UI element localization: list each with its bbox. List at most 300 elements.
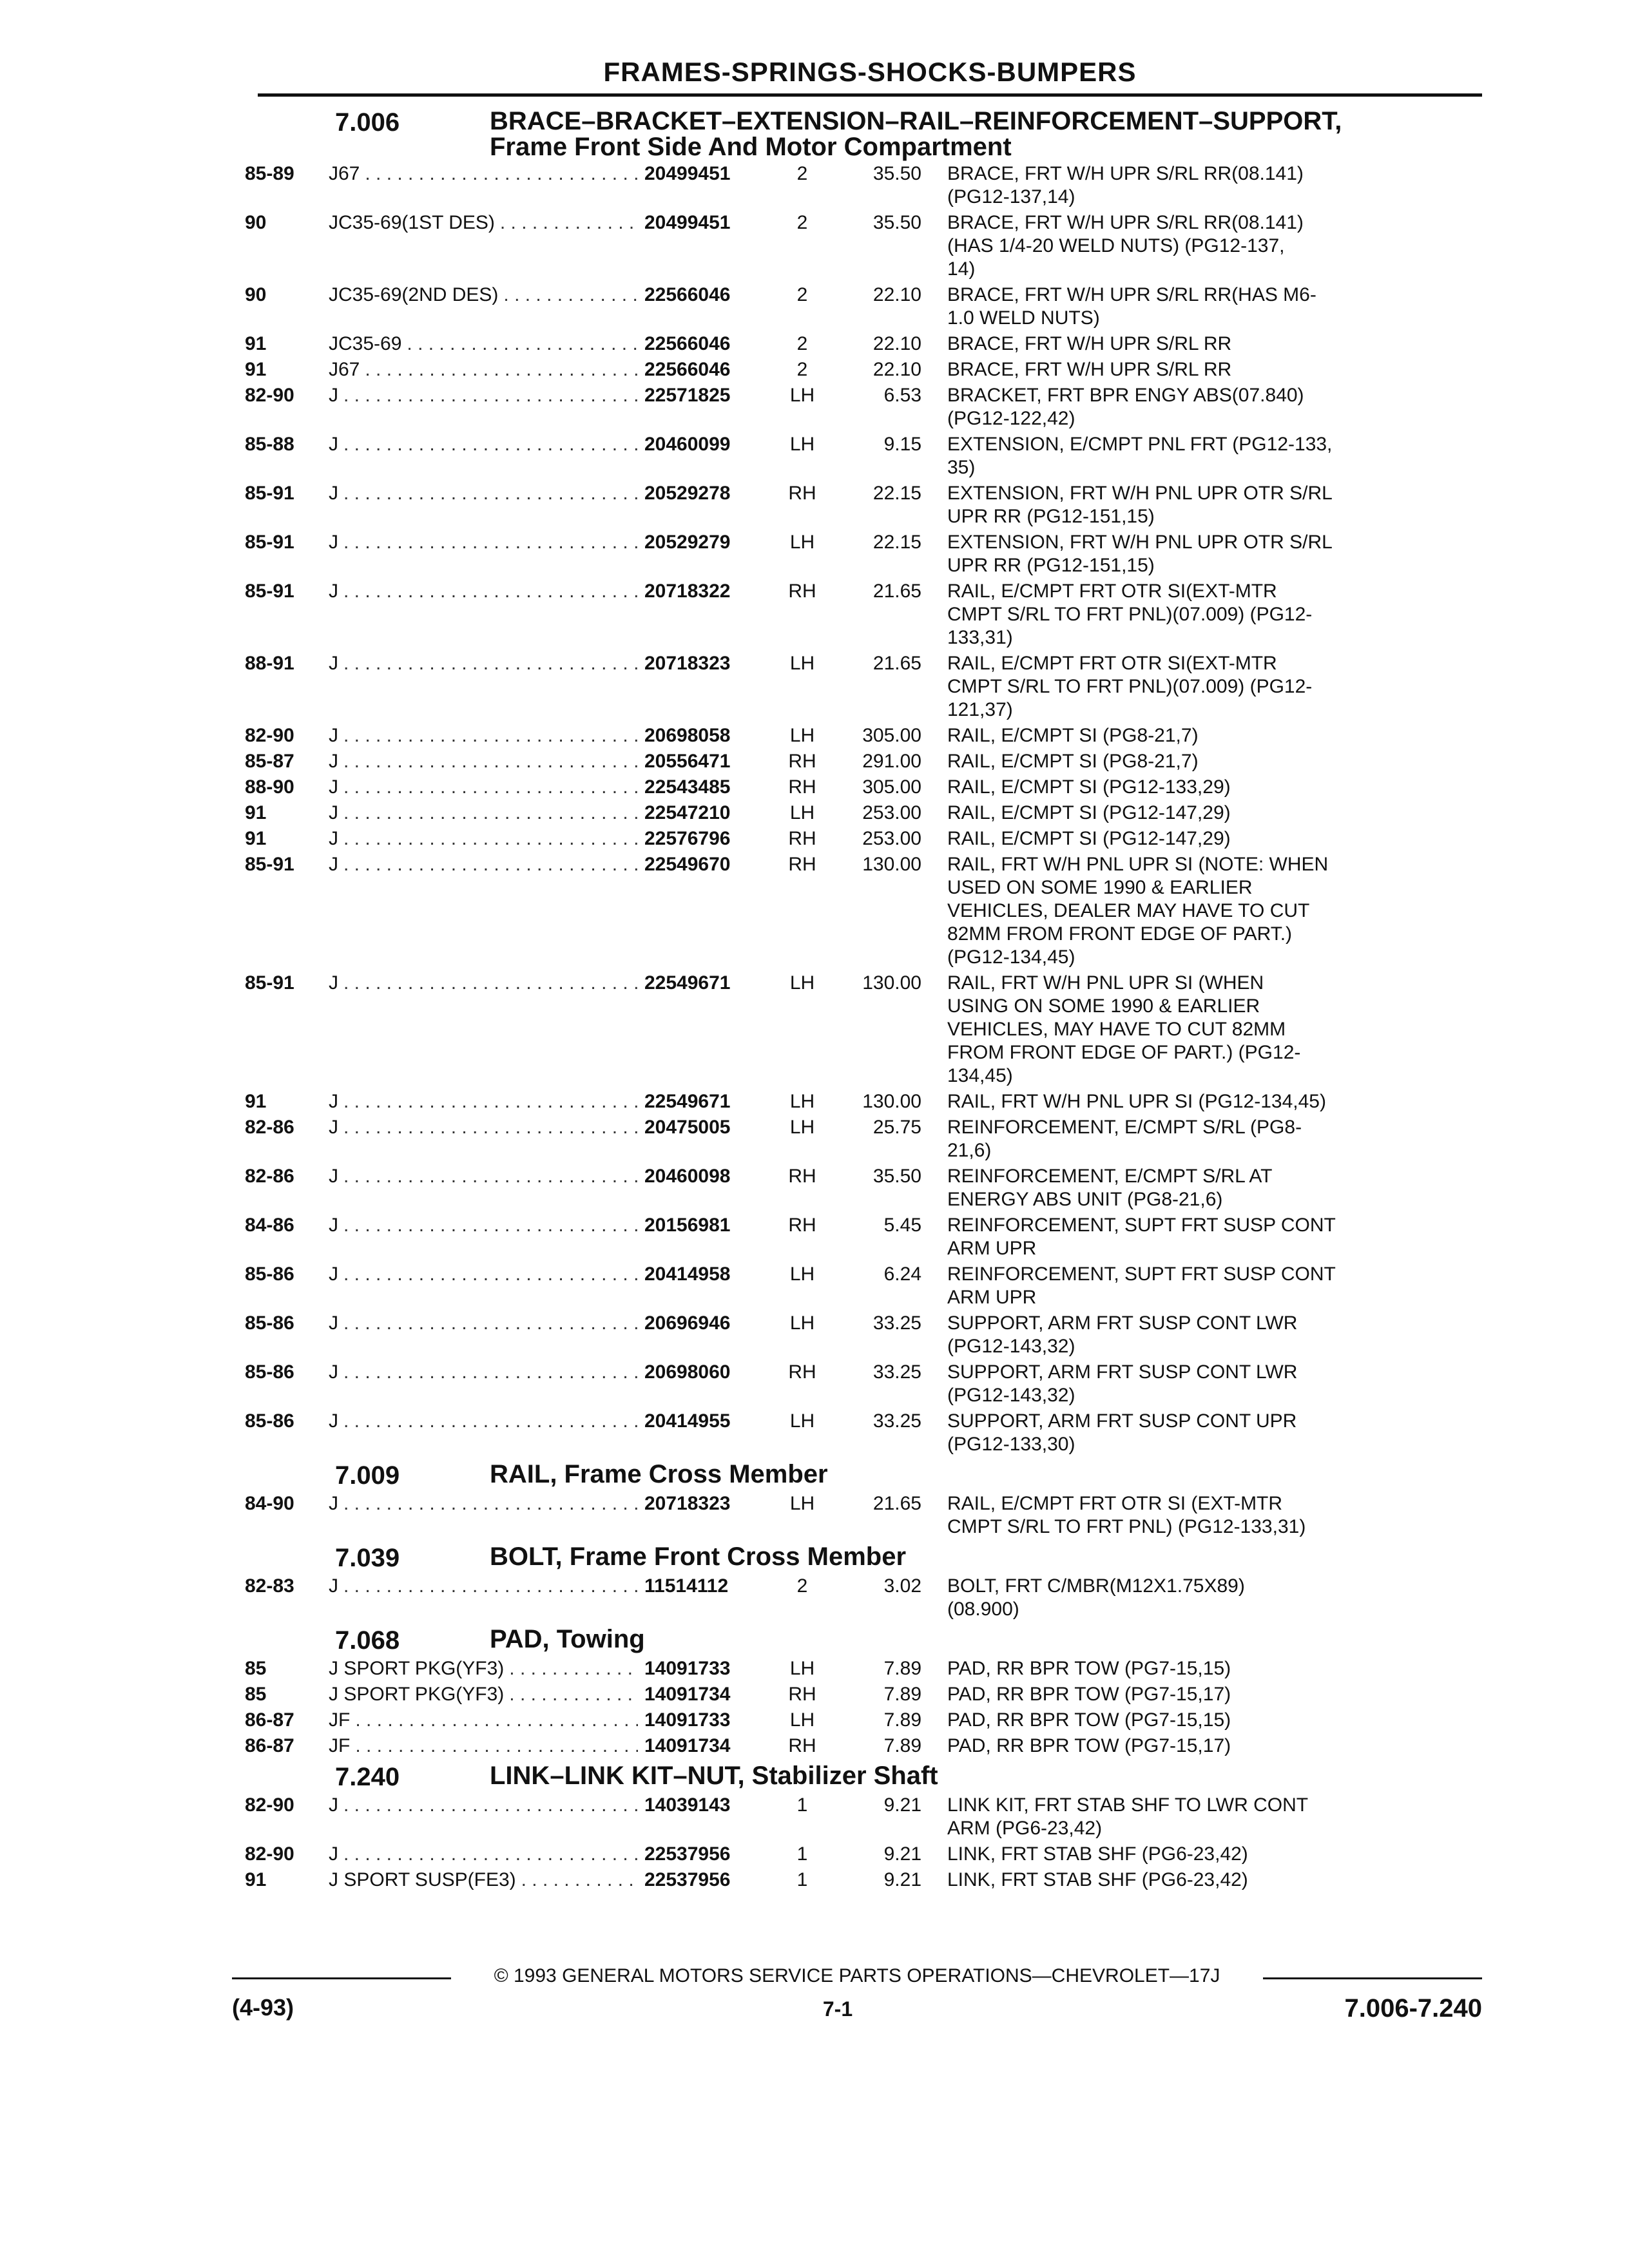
part-row [245,802,1482,825]
part-description: RAIL, E/CMPT SI (PG12-147,29) [947,828,1231,849]
model-code: J [329,1794,338,1816]
part-row [245,1843,1482,1866]
quantity: 1 [796,1869,808,1890]
footer-rule-left [232,1977,451,1979]
quantity: RH [788,776,816,798]
model-cell [329,580,638,603]
price: 35.50 [872,212,921,233]
part-description: RAIL, E/CMPT SI (PG8-21,7) [947,751,1199,772]
part-number: 20698060 [644,1361,731,1383]
part-row [245,827,1482,850]
model-years: 82-90 [245,385,294,406]
model-code: J [329,434,338,455]
section-title: LINK–LINK KIT–NUT, Stabilizer Shaft [490,1762,938,1790]
part-description: BRACE, FRT W/H UPR S/RL RR(08.141) (PG12-137,14) [947,163,1304,207]
part-row [245,853,1482,969]
section-title: RAIL, Frame Cross Member [490,1460,828,1488]
dot-leader [343,827,638,850]
quantity: LH [789,434,815,455]
part-description: RAIL, E/CMPT FRT OTR SI(EXT-MTR CMPT S/RL TO FRT PNL)(07.009) (PG12- 121,37) [947,653,1313,720]
part-description: LINK, FRT STAB SHF (PG6-23,42) [947,1843,1248,1865]
part-row [245,1214,1482,1260]
dot-leader [365,358,638,381]
price: 21.65 [872,1493,921,1514]
quantity: LH [789,972,815,994]
model-code: J SPORT PKG(YF3) [329,1658,505,1679]
model-years: 91 [245,828,267,849]
part-row [245,972,1482,1088]
model-years: 85-86 [245,1361,294,1383]
price: 22.10 [872,359,921,380]
model-code: J [329,1843,338,1865]
part-row [245,284,1482,330]
model-code: J SPORT SUSP(FE3) [329,1869,516,1890]
quantity: RH [788,483,816,504]
model-years: 85 [245,1684,267,1705]
part-number: 20696946 [644,1312,731,1334]
part-description: SUPPORT, ARM FRT SUSP CONT LWR (PG12-143,32) [947,1312,1298,1357]
part-number: 20156981 [644,1215,731,1236]
price: 22.10 [872,333,921,354]
part-number: 20529279 [644,532,731,553]
model-cell [329,1116,638,1139]
dot-leader [343,433,638,456]
model-code: JF [329,1735,351,1756]
part-number: 14091733 [644,1709,731,1731]
quantity: LH [789,1709,815,1731]
part-row [245,1709,1482,1732]
part-number: 20698058 [644,725,731,746]
section-number: 7.240 [335,1763,400,1791]
model-code: J [329,1215,338,1236]
part-description: PAD, RR BPR TOW (PG7-15,15) [947,1658,1231,1679]
dot-leader [343,580,638,603]
model-cell [329,162,638,186]
price: 9.21 [883,1794,921,1816]
model-code: J [329,828,338,849]
part-description: BOLT, FRT C/MBR(M12X1.75X89) (08.900) [947,1575,1245,1620]
part-number: 22576796 [644,828,731,849]
model-cell [329,1843,638,1866]
part-description: RAIL, FRT W/H PNL UPR SI (PG12-134,45) [947,1091,1326,1112]
part-number: 22566046 [644,333,731,354]
part-number: 20718323 [644,1493,731,1514]
part-number: 20718322 [644,581,731,602]
model-cell [329,358,638,381]
dot-leader [521,1869,638,1892]
model-years: 85-91 [245,483,294,504]
part-number: 22549670 [644,854,731,875]
price: 253.00 [862,828,921,849]
section-number: 7.006 [335,108,400,137]
part-number: 20475005 [644,1117,731,1138]
part-description: EXTENSION, FRT W/H PNL UPR OTR S/RL UPR RR (PG12-151,15) [947,483,1333,527]
part-row [245,384,1482,430]
dot-leader [343,384,638,407]
section-number: 7.009 [335,1461,400,1490]
quantity: RH [788,751,816,772]
part-number: 20718323 [644,653,731,674]
model-cell [329,652,638,675]
model-cell [329,853,638,876]
model-code: J [329,854,338,875]
dot-leader [343,750,638,773]
part-number: 22543485 [644,776,731,798]
model-cell [329,1794,638,1817]
dot-leader [343,531,638,554]
footer-copyright: © 1993 GENERAL MOTORS SERVICE PARTS OPERATIONS—CHEVROLET—17J [494,1965,1220,1986]
model-code: J [329,751,338,772]
dot-leader [343,1410,638,1433]
model-years: 86-87 [245,1735,294,1756]
model-years: 85-89 [245,163,294,184]
part-description: BRACE, FRT W/H UPR S/RL RR(HAS M6- 1.0 WELD NUTS) [947,284,1316,329]
quantity: 2 [796,284,808,305]
dot-leader [343,724,638,747]
part-description: RAIL, E/CMPT FRT OTR SI(EXT-MTR CMPT S/RL TO FRT PNL)(07.009) (PG12- 133,31) [947,581,1313,648]
model-cell [329,1575,638,1598]
price: 305.00 [862,725,921,746]
dot-leader [355,1735,638,1758]
dot-leader [343,776,638,799]
model-years: 84-86 [245,1215,294,1236]
part-row [245,1492,1482,1539]
part-number: 22566046 [644,359,731,380]
part-description: SUPPORT, ARM FRT SUSP CONT LWR (PG12-143,32) [947,1361,1298,1406]
quantity: LH [789,802,815,823]
model-code: J [329,1091,338,1112]
quantity: LH [789,1658,815,1679]
dot-leader [407,332,638,356]
quantity: LH [789,385,815,406]
model-cell [329,1709,638,1732]
quantity: RH [788,1361,816,1383]
section-header [245,1461,1482,1490]
part-row [245,1263,1482,1309]
dot-leader [343,1263,638,1286]
part-number: 22549671 [644,972,731,994]
quantity: 2 [796,163,808,184]
price: 22.15 [872,483,921,504]
price: 9.21 [883,1869,921,1890]
part-description: RAIL, E/CMPT SI (PG12-147,29) [947,802,1231,823]
model-cell [329,1410,638,1433]
model-years: 85-86 [245,1264,294,1285]
price: 33.25 [872,1361,921,1383]
part-description: BRACE, FRT W/H UPR S/RL RR [947,333,1232,354]
quantity: LH [789,1410,815,1432]
model-code: JC35-69 [329,333,402,354]
part-row [245,580,1482,649]
section-number: 7.068 [335,1626,400,1655]
model-code: J [329,1493,338,1514]
quantity: 1 [796,1794,808,1816]
model-years: 82-90 [245,725,294,746]
model-code: J67 [329,359,360,380]
part-row [245,750,1482,773]
part-number: 20460098 [644,1166,731,1187]
quantity: LH [789,1264,815,1285]
price: 305.00 [862,776,921,798]
footer-page-number: 7-1 [822,1997,853,2021]
model-years: 85-91 [245,581,294,602]
section-number: 7.039 [335,1544,400,1572]
price: 35.50 [872,163,921,184]
part-description: BRACE, FRT W/H UPR S/RL RR [947,359,1232,380]
quantity: LH [789,725,815,746]
part-row [245,531,1482,577]
price: 6.53 [883,385,921,406]
part-description: SUPPORT, ARM FRT SUSP CONT UPR (PG12-133,30) [947,1410,1297,1455]
quantity: 2 [796,212,808,233]
header-rule [258,93,1482,97]
model-years: 82-90 [245,1794,294,1816]
model-cell [329,1683,638,1706]
part-number: 20499451 [644,212,731,233]
part-row [245,482,1482,528]
part-number: 20460099 [644,434,731,455]
model-cell [329,750,638,773]
dot-leader [503,284,638,307]
model-code: J [329,581,338,602]
part-row [245,162,1482,209]
price: 33.25 [872,1410,921,1432]
part-row [245,433,1482,479]
model-years: 88-90 [245,776,294,798]
price: 291.00 [862,751,921,772]
model-cell [329,1735,638,1758]
model-cell [329,433,638,456]
quantity: LH [789,1117,815,1138]
model-years: 91 [245,359,267,380]
price: 130.00 [862,854,921,875]
price: 7.89 [883,1684,921,1705]
quantity: RH [788,1684,816,1705]
part-description: REINFORCEMENT, E/CMPT S/RL (PG8- 21,6) [947,1117,1302,1161]
part-description: EXTENSION, E/CMPT PNL FRT (PG12-133, 35) [947,434,1333,478]
price: 7.89 [883,1658,921,1679]
model-years: 91 [245,1869,267,1890]
model-years: 84-90 [245,1493,294,1514]
model-code: J [329,385,338,406]
price: 5.45 [883,1215,921,1236]
price: 21.65 [872,653,921,674]
part-description: RAIL, E/CMPT FRT OTR SI (EXT-MTR CMPT S/RL TO FRT PNL) (PG12-133,31) [947,1493,1306,1537]
part-number: 20556471 [644,751,731,772]
part-row [245,652,1482,722]
part-description: BRACKET, FRT BPR ENGY ABS(07.840) (PG12-122,42) [947,385,1304,429]
quantity: 2 [796,333,808,354]
model-cell [329,332,638,356]
model-years: 85-87 [245,751,294,772]
quantity: LH [789,532,815,553]
model-code: J [329,802,338,823]
model-years: 85-88 [245,434,294,455]
part-description: REINFORCEMENT, SUPT FRT SUSP CONT ARM UPR [947,1264,1336,1308]
section-header [245,1626,1482,1655]
part-number: 22571825 [644,385,731,406]
model-cell [329,827,638,850]
model-cell [329,724,638,747]
dot-leader [343,1090,638,1113]
part-row [245,1312,1482,1358]
quantity: 2 [796,1575,808,1597]
section-header [245,108,1482,160]
model-code: J [329,1312,338,1334]
model-years: 90 [245,284,267,305]
quantity: RH [788,828,816,849]
model-years: 85-86 [245,1312,294,1334]
model-cell [329,531,638,554]
price: 35.50 [872,1166,921,1187]
price: 3.02 [883,1575,921,1597]
price: 22.15 [872,532,921,553]
part-row [245,1575,1482,1621]
section-title: BRACE–BRACKET–EXTENSION–RAIL–REINFORCEMENT–SUPPORT, Frame Front Side And Motor Compartment [490,107,1342,161]
dot-leader [343,1214,638,1237]
price: 7.89 [883,1735,921,1756]
quantity: RH [788,581,816,602]
model-cell [329,1214,638,1237]
dot-leader [343,1312,638,1335]
model-years: 85-86 [245,1410,294,1432]
model-years: 85-91 [245,972,294,994]
model-cell [329,972,638,995]
part-row [245,358,1482,381]
price: 130.00 [862,972,921,994]
part-number: 20529278 [644,483,731,504]
model-code: J [329,653,338,674]
model-code: J [329,972,338,994]
dot-leader [343,802,638,825]
dot-leader [343,1165,638,1188]
part-description: RAIL, FRT W/H PNL UPR SI (WHEN USING ON SOME 1990 & EARLIER VEHICLES, MAY HAVE TO CUT 82MM FROM FRONT EDGE OF PART.) (PG12- 134,45) [947,972,1301,1086]
part-description: REINFORCEMENT, E/CMPT S/RL AT ENERGY ABS UNIT (PG8-21,6) [947,1166,1273,1210]
dot-leader [343,1116,638,1139]
part-number: 14091734 [644,1735,731,1756]
model-cell [329,1492,638,1515]
model-code: J [329,1117,338,1138]
part-number: 14039143 [644,1794,731,1816]
part-number: 20414958 [644,1264,731,1285]
dot-leader [500,211,638,235]
model-code: J [329,725,338,746]
model-years: 85 [245,1658,267,1679]
model-cell [329,1657,638,1680]
part-row [245,776,1482,799]
price: 21.65 [872,581,921,602]
part-description: RAIL, E/CMPT SI (PG8-21,7) [947,725,1199,746]
section-header [245,1544,1482,1572]
part-row [245,1165,1482,1211]
part-description: PAD, RR BPR TOW (PG7-15,17) [947,1684,1231,1705]
model-years: 90 [245,212,267,233]
price: 9.15 [883,434,921,455]
model-cell [329,1263,638,1286]
model-cell [329,1361,638,1384]
dot-leader [343,1843,638,1866]
model-years: 85-91 [245,854,294,875]
model-years: 85-91 [245,532,294,553]
part-row [245,1116,1482,1162]
part-description: RAIL, FRT W/H PNL UPR SI (NOTE: WHEN USED ON SOME 1990 & EARLIER VEHICLES, DEALER MAY HAVE TO CUT 82MM FROM FRONT EDGE OF PART.) (PG12-134,45) [947,854,1329,968]
part-number: 22566046 [644,284,731,305]
part-row [245,1735,1482,1758]
dot-leader [355,1709,638,1732]
price: 9.21 [883,1843,921,1865]
quantity: LH [789,1091,815,1112]
dot-leader [343,1361,638,1384]
price: 22.10 [872,284,921,305]
part-row [245,724,1482,747]
part-description: REINFORCEMENT, SUPT FRT SUSP CONT ARM UPR [947,1215,1336,1259]
model-cell [329,776,638,799]
dot-leader [343,652,638,675]
quantity: RH [788,1735,816,1756]
part-description: LINK, FRT STAB SHF (PG6-23,42) [947,1869,1248,1890]
part-description: PAD, RR BPR TOW (PG7-15,17) [947,1735,1231,1756]
quantity: LH [789,1493,815,1514]
part-number: 20414955 [644,1410,731,1432]
part-number: 20499451 [644,163,731,184]
part-description: PAD, RR BPR TOW (PG7-15,15) [947,1709,1231,1731]
model-years: 82-86 [245,1117,294,1138]
section-header [245,1763,1482,1791]
dot-leader [343,482,638,505]
footer-rule-right [1263,1977,1482,1979]
part-description: EXTENSION, FRT W/H PNL UPR OTR S/RL UPR RR (PG12-151,15) [947,532,1333,576]
model-code: J [329,1410,338,1432]
model-code: J67 [329,163,360,184]
part-row [245,1090,1482,1113]
model-years: 91 [245,333,267,354]
price: 6.24 [883,1264,921,1285]
part-number: 14091734 [644,1684,731,1705]
price: 25.75 [872,1117,921,1138]
model-code: J [329,776,338,798]
dot-leader [343,1794,638,1817]
part-row [245,1361,1482,1407]
model-cell [329,482,638,505]
model-code: J [329,483,338,504]
model-code: JC35-69(1ST DES) [329,212,495,233]
part-row [245,1683,1482,1706]
model-cell [329,211,638,235]
quantity: RH [788,1215,816,1236]
model-code: J [329,1575,338,1597]
section-title: BOLT, Frame Front Cross Member [490,1542,907,1571]
quantity: RH [788,1166,816,1187]
model-code: JF [329,1709,351,1731]
model-cell [329,284,638,307]
quantity: 1 [796,1843,808,1865]
model-code: J [329,1264,338,1285]
dot-leader [509,1683,638,1706]
dot-leader [343,972,638,995]
model-years: 82-83 [245,1575,294,1597]
price: 33.25 [872,1312,921,1334]
model-cell [329,802,638,825]
part-row [245,1869,1482,1892]
model-years: 88-91 [245,653,294,674]
model-code: J [329,532,338,553]
footer-section-range: 7.006-7.240 [1344,1994,1482,2023]
model-cell [329,1165,638,1188]
model-years: 82-90 [245,1843,294,1865]
quantity: 2 [796,359,808,380]
dot-leader [343,1492,638,1515]
dot-leader [365,162,638,186]
